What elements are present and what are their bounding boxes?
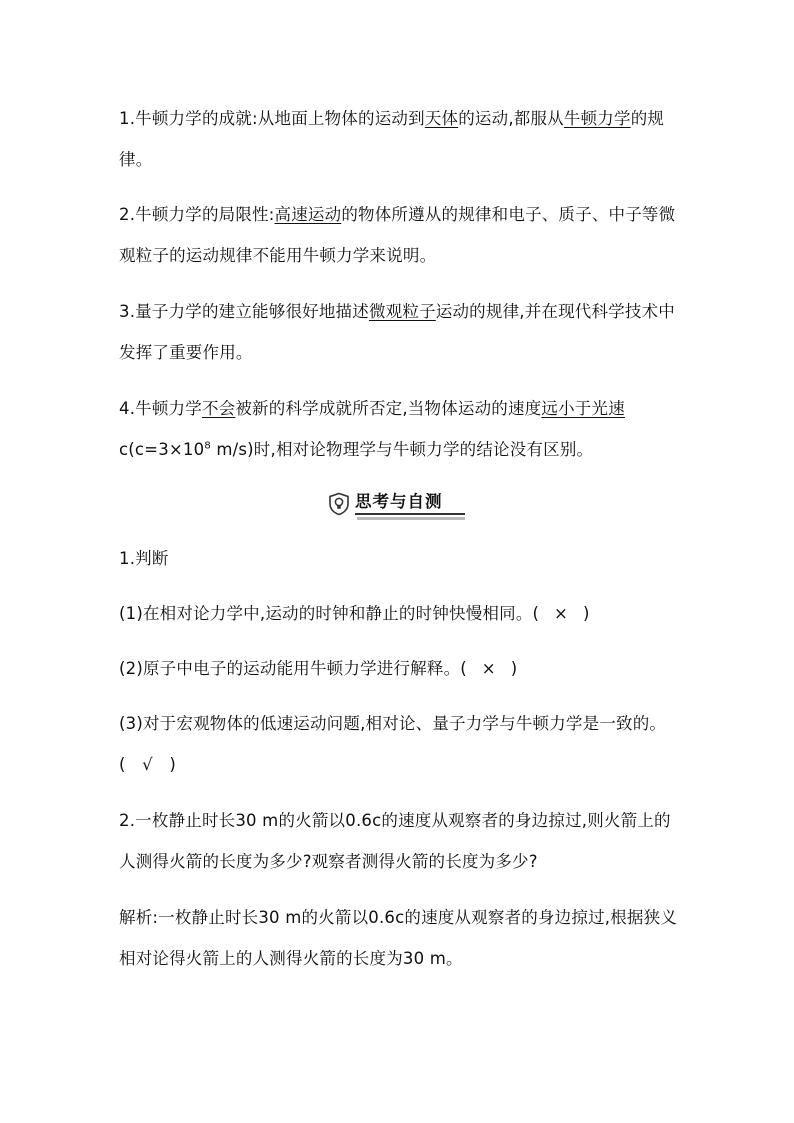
title-rule [355, 513, 465, 515]
summary-text: 运动的规律,并在现代科学技术中发挥了重要作用。 [119, 302, 676, 362]
underlined-answer: 高速运动 [274, 205, 342, 224]
quiz-text: ) [169, 755, 177, 774]
lightbulb-badge-icon [327, 492, 351, 516]
exponent: 8 [204, 440, 211, 452]
underlined-answer: 不会 [201, 399, 236, 418]
underlined-answer: 微观粒子 [368, 302, 436, 321]
answer-mark: √ [142, 755, 153, 774]
summary-text: 2.牛顿力学的局限性: [119, 205, 275, 224]
section-header [327, 487, 467, 521]
quiz-item-1 [119, 593, 679, 634]
underlined-answer: 天体 [424, 109, 459, 128]
answer-explanation: 解析:一枚静止时长30 m的火箭以0.6c的速度从观察者的身边掠过,根据狭义相对论得火箭上的人测得火箭的长度为30 m。 [119, 908, 678, 968]
summary-text: 被新的科学成就所否定,当物体运动的速度 [235, 399, 542, 418]
underlined-answer: 牛顿力学 [563, 109, 631, 128]
summary-text: 1.牛顿力学的成就:从地面上物体的运动到 [119, 109, 425, 128]
summary-text: 的规律。 [119, 109, 665, 169]
title-rule-shadow [357, 517, 465, 520]
quiz-text: (3)对于宏观物体的低速运动问题,相对论、量子力学与牛顿力学是一致的。( [119, 714, 667, 774]
summary-text: 3.量子力学的建立能够很好地描述 [119, 302, 369, 321]
section-title: 思考与自测 [355, 492, 443, 511]
quiz-item-2 [119, 648, 679, 689]
summary-text: m/s)时,相对论物理学与牛顿力学的结论没有区别。 [210, 440, 594, 459]
summary-item-2 [119, 194, 679, 276]
quiz-item-3 [119, 703, 679, 785]
summary-text: c(c=3×10 [119, 440, 205, 459]
quiz-heading: 1.判断 [119, 549, 169, 568]
summary-text: 的运动,都服从 [458, 109, 564, 128]
quiz-text: ) [510, 659, 518, 678]
summary-text: 4.牛顿力学 [119, 399, 202, 418]
question-2: 2.一枚静止时长30 m的火箭以0.6c的速度从观察者的身边掠过,则火箭上的人测得火箭的长度为多少?观察者测得火箭的长度为多少? [119, 811, 671, 871]
underlined-answer: 远小于光速 [541, 399, 625, 418]
quiz-text: ) [582, 604, 590, 623]
summary-item-3 [119, 291, 679, 373]
summary-text: 的物体所遵从的规律和电子、质子、中子等微观粒子的运动规律不能用牛顿力学来说明。 [119, 205, 676, 265]
quiz-text: (1)在相对论力学中,运动的时钟和静止的时钟快慢相同。( [119, 604, 540, 623]
answer-mark: × [554, 604, 569, 623]
summary-item-1 [119, 98, 679, 180]
summary-item-4 [119, 388, 679, 470]
answer-mark: × [481, 659, 496, 678]
quiz-text: (2)原子中电子的运动能用牛顿力学进行解释。( [119, 659, 467, 678]
